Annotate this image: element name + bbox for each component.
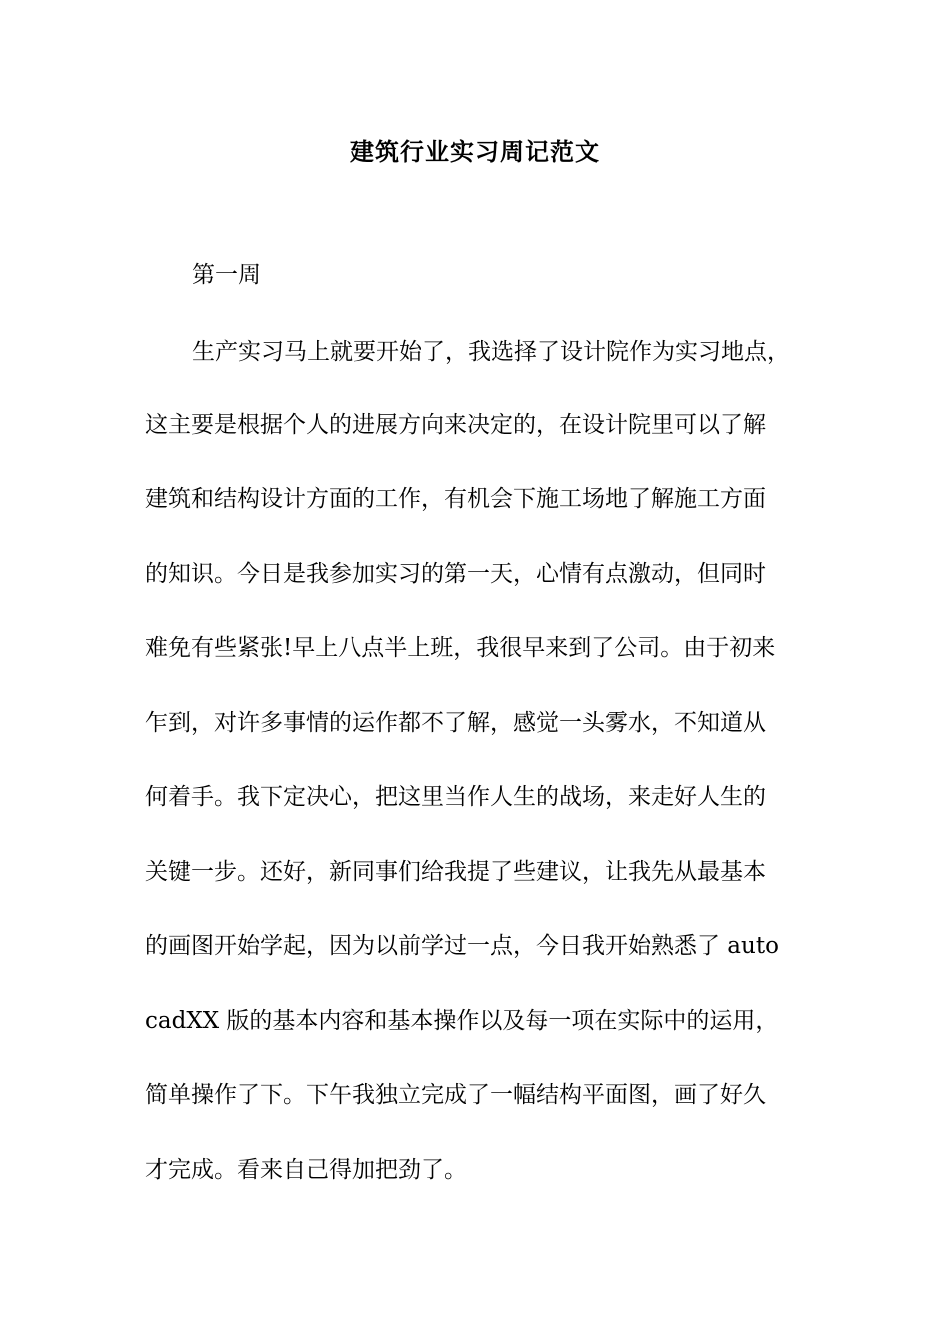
paragraph-line: 何着手。我下定决心，把这里当作人生的战场，来走好人生的 xyxy=(145,784,766,810)
paragraph-line: 建筑和结构设计方面的工作，有机会下施工场地了解施工方面 xyxy=(145,486,766,512)
paragraph-line: 关键一步。还好，新同事们给我提了些建议，让我先从最基本 xyxy=(145,859,766,885)
paragraph-line: 才完成。看来自己得加把劲了。 xyxy=(145,1157,467,1183)
paragraph-line: cadXX 版的基本内容和基本操作以及每一项在实际中的运用， xyxy=(145,1008,779,1034)
paragraph-line: 生产实习马上就要开始了，我选择了设计院作为实习地点， xyxy=(192,339,790,365)
paragraph-line: 这主要是根据个人的进展方向来决定的，在设计院里可以了解 xyxy=(145,412,766,438)
paragraph-line: 简单操作了下。下午我独立完成了一幅结构平面图，画了好久 xyxy=(145,1082,766,1108)
document-title: 建筑行业实习周记范文 xyxy=(350,137,600,166)
paragraph-line: 难免有些紧张!早上八点半上班，我很早来到了公司。由于初来 xyxy=(145,635,776,661)
section-heading: 第一周 xyxy=(192,262,261,288)
paragraph-line: 乍到，对许多事情的运作都不了解，感觉一头雾水，不知道从 xyxy=(145,710,766,736)
paragraph-line: 的知识。今日是我参加实习的第一天，心情有点激动，但同时 xyxy=(145,561,766,587)
paragraph-line: 的画图开始学起，因为以前学过一点，今日我开始熟悉了 auto xyxy=(145,933,779,959)
